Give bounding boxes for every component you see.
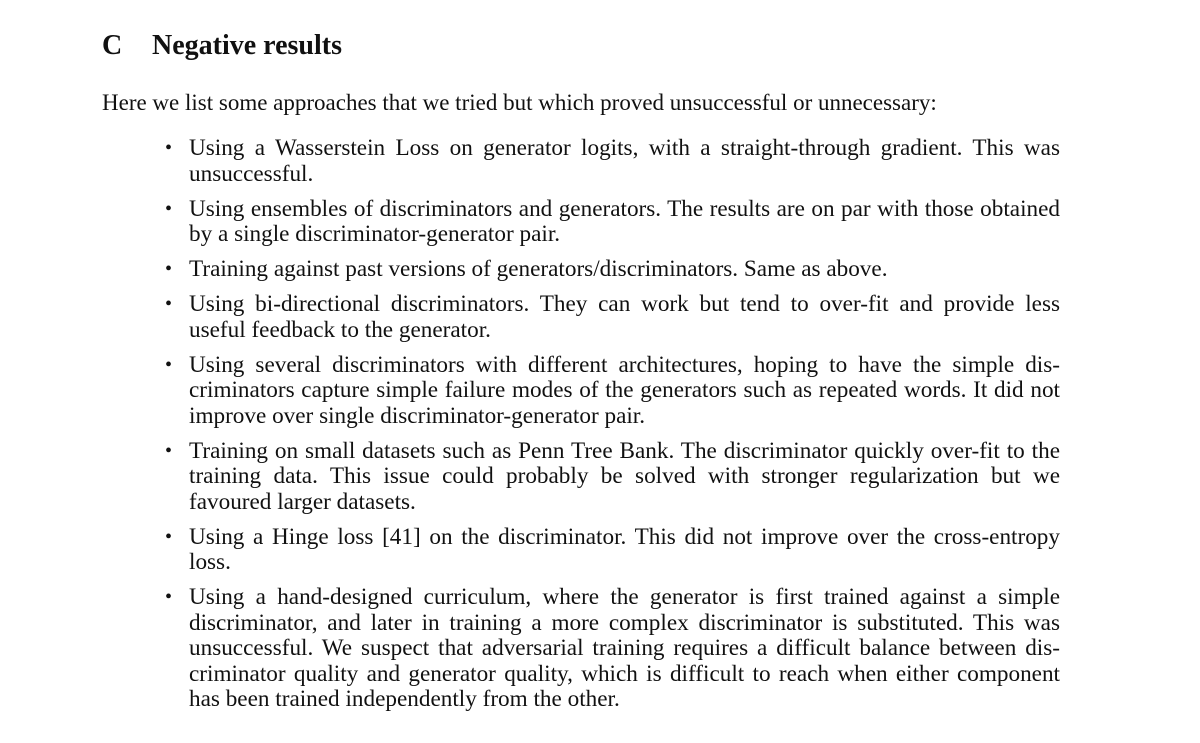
list-item (165, 353, 1060, 430)
list-item-text: Training against past versions of generators/discriminators. Same as above. (189, 256, 888, 282)
bullet-icon: • (165, 137, 173, 159)
list-item (165, 525, 1060, 576)
list-item-text: Using several discriminators with different architectures, hoping to have the simple discriminators capture simple failure modes of the generators such as repeated words. It did not improve over single discriminator-generator pair. (189, 351, 1060, 429)
list-item (165, 257, 1060, 283)
section-heading (102, 28, 342, 64)
bullet-icon: • (165, 197, 173, 220)
intro-paragraph: Here we list some approaches that we tried but which proved unsuccessful or unnecessary: (102, 90, 937, 115)
list-item-text: Using a hand-designed curriculum, where the generator is first trained against a simple discriminator, and later in training a more complex discriminator is substituted. This was unsuccessful. We suspect that adversarial training requires a difficult balance between discriminator quality and generator quality, which is difficult to reach when either component has been trained independently from the other. (189, 584, 1060, 712)
bullet-icon: • (165, 258, 173, 280)
list-item (165, 585, 1060, 713)
list-item (165, 292, 1060, 343)
bullet-icon: • (165, 586, 173, 608)
section-number: C (102, 30, 123, 61)
bullet-icon: • (165, 439, 173, 462)
list-item-text: Using bi-directional discriminators. They can work but tend to over-fit and provide less useful feedback to the generator. (189, 291, 1060, 343)
bullet-icon: • (165, 353, 173, 376)
negative-results-list (165, 136, 1060, 722)
list-item (165, 439, 1060, 516)
list-item-text: Using a Hinge loss [41] on the discriminator. This did not improve over the cross-entropy loss. (189, 523, 1060, 575)
list-item-text: Using a Wasserstein Loss on generator logits, with a straight-through gradient. This was unsuccessful. (189, 135, 1060, 187)
bullet-icon: • (165, 293, 173, 315)
bullet-icon: • (165, 525, 173, 548)
list-item-text: Training on small datasets such as Penn Tree Bank. The discriminator quickly over-fit to the training data. This issue could probably be solved with stronger regularization but we favoured larger datasets. (189, 437, 1060, 515)
list-item (165, 197, 1060, 248)
list-item (165, 136, 1060, 187)
list-item-text: Using ensembles of discriminators and generators. The results are on par with those obtained by a single discriminator-generator pair. (189, 195, 1060, 247)
section-title: Negative results (152, 30, 342, 61)
